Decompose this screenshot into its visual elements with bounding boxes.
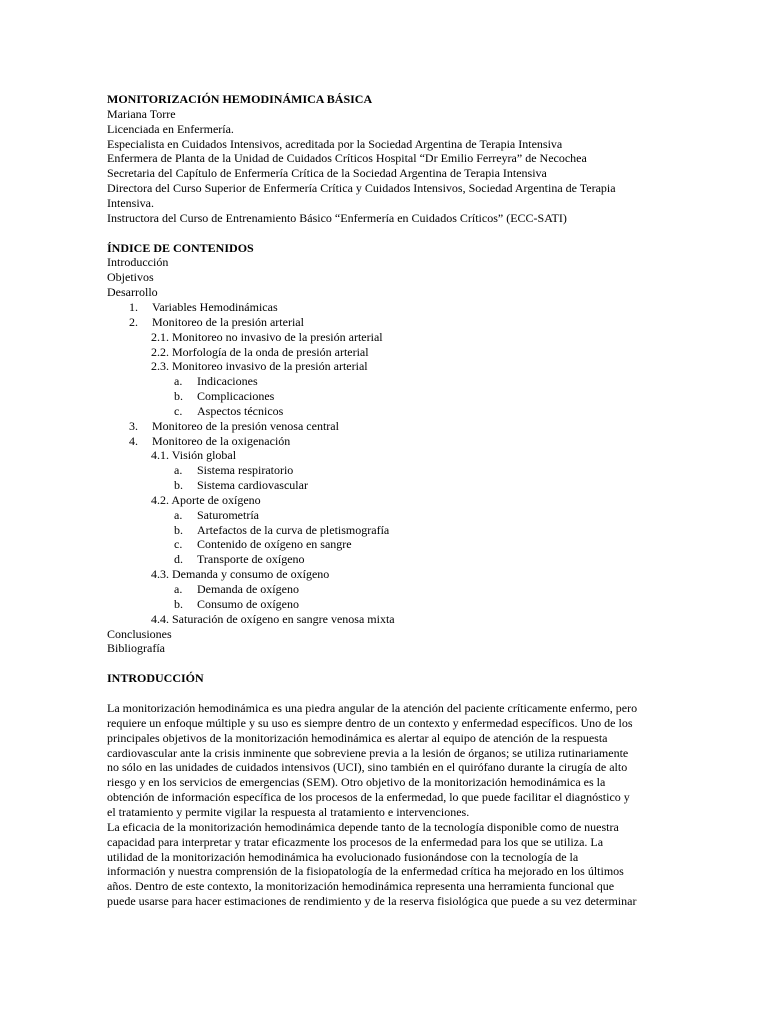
intro-paragraph — [107, 701, 665, 909]
toc-subsubitem-label: Contenido de oxígeno en sangre — [197, 537, 352, 552]
toc-subitem: 4.1. Visión global — [151, 448, 237, 463]
toc-heading: ÍNDICE DE CONTENIDOS — [107, 240, 254, 255]
paragraph-line: años. Dentro de este contexto, la monitorización hemodinámica representa una herramienta funcional que — [107, 879, 615, 894]
toc-subsubitem — [107, 478, 667, 493]
toc-subsubitem — [107, 389, 667, 404]
toc-item — [107, 419, 667, 434]
paragraph-line: cardiovascular ante la crisis inminente que sobreviene previa a la lesión de órganos; se utiliza rutinariamente — [107, 745, 629, 760]
toc-subitem: 4.2. Aporte de oxígeno — [151, 492, 261, 507]
author-credentials — [107, 122, 667, 226]
toc-item — [107, 300, 667, 315]
toc-subitem: 2.3. Monitoreo invasivo de la presión arterial — [151, 359, 368, 374]
toc-subsubitem — [107, 508, 667, 523]
toc-subitem: 2.1. Monitoreo no invasivo de la presión arterial — [151, 329, 383, 344]
toc-subsubitem-label: Artefactos de la curva de pletismografía — [197, 522, 390, 537]
toc-item-objetivos: Objetivos — [107, 270, 154, 285]
document-title: MONITORIZACIÓN HEMODINÁMICA BÁSICA — [107, 92, 373, 106]
toc-subsubitem-letter: b. — [174, 596, 183, 611]
toc-subsubitem — [107, 404, 667, 419]
toc-item-introduccion: Introducción — [107, 255, 169, 270]
toc-subsubitem-label: Saturometría — [197, 507, 259, 522]
toc-subitem: 4.4. Saturación de oxígeno en sangre venosa mixta — [151, 611, 395, 626]
paragraph-line: no sólo en las unidades de cuidados intensivos (UCI), sino también en el quirófano durante la cirugía de alto — [107, 760, 628, 775]
toc-subsubitem-letter: b. — [174, 478, 183, 493]
toc-subsubitem-letter: c. — [174, 403, 183, 418]
paragraph-line: requiere un enfoque múltiple y su uso es siempre dentro de un contexto y enfermedad específicos. Uno de los — [107, 715, 633, 730]
toc-subsubitem — [107, 582, 667, 597]
toc-list — [107, 300, 667, 627]
toc-subsubitem-label: Complicaciones — [197, 389, 275, 404]
toc-item — [107, 315, 667, 330]
toc-subsubitem-label: Indicaciones — [197, 374, 258, 389]
paragraph-line: información y nuestra comprensión de la fisiopatología de la enfermedad crítica ha mejorado en los últimos — [107, 864, 624, 879]
toc-subsubitem-letter: c. — [174, 537, 183, 552]
toc-subsubitem-label: Sistema cardiovascular — [197, 478, 308, 493]
credential-line: Directora del Curso Superior de Enfermería Crítica y Cuidados Intensivos, Sociedad Argentina de Terapia — [107, 181, 616, 196]
paragraph-line: utilidad de la monitorización hemodinámica ha evolucionado fusionándose con la tecnología de la — [107, 849, 579, 864]
toc-item-desarrollo: Desarrollo — [107, 285, 158, 300]
toc-subsubitem — [107, 374, 667, 389]
toc-item — [107, 434, 667, 449]
toc-subsubitem-letter: b. — [174, 389, 183, 404]
toc-item-label: Monitoreo de la presión venosa central — [152, 418, 339, 433]
paragraph-line: La eficacia de la monitorización hemodinámica depende tanto de la tecnología disponible como de nuestra — [107, 819, 619, 834]
credential-line: Enfermera de Planta de la Unidad de Cuidados Críticos Hospital “Dr Emilio Ferreyra” de Necochea — [107, 151, 587, 166]
author-name: Mariana Torre — [107, 106, 176, 121]
toc-item-label: Variables Hemodinámicas — [152, 299, 278, 314]
paragraph-line: La monitorización hemodinámica es una piedra angular de la atención del paciente críticamente enfermo, pero — [107, 701, 638, 716]
toc-subitem: 2.2. Morfología de la onda de presión arterial — [151, 344, 369, 359]
toc-subsubitem — [107, 537, 667, 552]
toc-subsubitem-label: Aspectos técnicos — [197, 403, 284, 418]
paragraph-line: capacidad para interpretar y tratar eficazmente los procesos de la enfermedad para los que se utiliza. La — [107, 834, 604, 849]
toc-subsubitem-label: Sistema respiratorio — [197, 463, 294, 478]
document-page — [107, 92, 667, 909]
toc-item-conclusiones: Conclusiones — [107, 626, 172, 641]
toc-subsubitem-letter: a. — [174, 374, 183, 389]
toc-item-label: Monitoreo de la oxigenación — [152, 433, 291, 448]
toc-item-bibliografia: Bibliografía — [107, 641, 165, 656]
paragraph-line: principales objetivos de la monitorización hemodinámica es alertar al equipo de atención de la respuesta — [107, 730, 608, 745]
toc-subsubitem — [107, 552, 667, 567]
toc-subsubitem-letter: d. — [174, 552, 183, 567]
toc-subsubitem — [107, 463, 667, 478]
paragraph-line: obtención de información específica de los procesos de la enfermedad, lo que puede facilitar el diagnóstico y — [107, 790, 630, 805]
toc-subsubitem-letter: b. — [174, 522, 183, 537]
toc-subsubitem — [107, 597, 667, 612]
credential-line: Intensiva. — [107, 195, 154, 210]
toc-subitem: 4.3. Demanda y consumo de oxígeno — [151, 567, 330, 582]
credential-line: Secretaria del Capítulo de Enfermería Crítica de la Sociedad Argentina de Terapia Intensiva — [107, 166, 547, 181]
toc-subsubitem-letter: a. — [174, 582, 183, 596]
section-heading-introduccion: INTRODUCCIÓN — [107, 671, 204, 686]
toc-subsubitem-label: Transporte de oxígeno — [197, 552, 305, 567]
toc-item-number: 4. — [129, 433, 138, 448]
toc-subsubitem — [107, 523, 667, 538]
toc-item-number: 2. — [129, 314, 138, 329]
paragraph-line: riesgo y en los servicios de emergencias (SEM). Otro objetivo de la monitorización hemodinámica es la — [107, 775, 606, 790]
toc-item-label: Monitoreo de la presión arterial — [152, 314, 304, 329]
credential-line: Instructora del Curso de Entrenamiento Básico “Enfermería en Cuidados Críticos” (ECC-SATI) — [107, 210, 567, 225]
toc-subsubitem-letter: a. — [174, 507, 183, 522]
paragraph-line: el tratamiento y permite vigilar la respuesta al tratamiento e intervenciones. — [107, 804, 470, 819]
paragraph-line: puede usarse para hacer estimaciones de rendimiento y de la reserva fisiológica que puede a su vez determinar — [107, 894, 637, 909]
toc-subsubitem-label: Consumo de oxígeno — [197, 596, 299, 611]
toc-subsubitem-letter: a. — [174, 463, 183, 478]
toc-subsubitem-label: Demanda de oxígeno — [197, 582, 299, 596]
toc-item-number: 1. — [129, 299, 138, 314]
toc-item-number: 3. — [129, 418, 138, 433]
credential-line: Licenciada en Enfermería. — [107, 121, 234, 136]
credential-line: Especialista en Cuidados Intensivos, acreditada por la Sociedad Argentina de Terapia Intensiva — [107, 136, 563, 151]
